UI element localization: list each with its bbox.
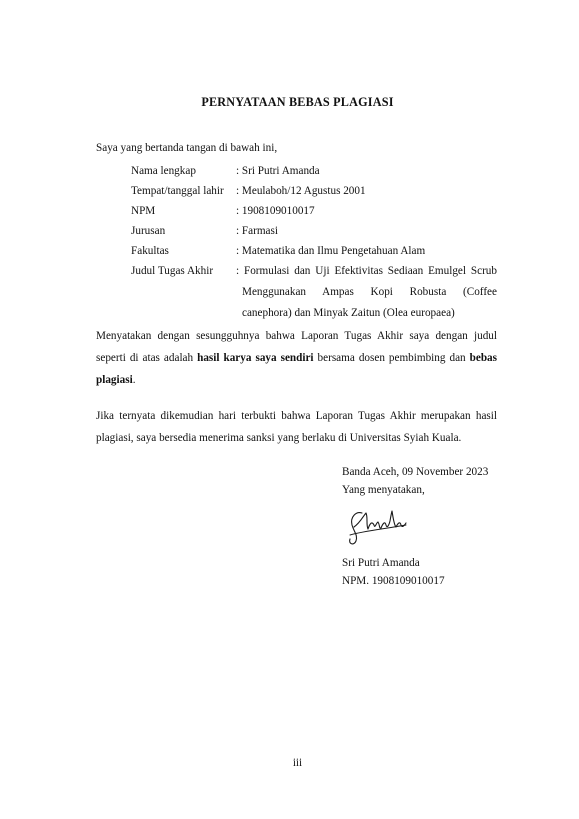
thesis-title-line: Menggunakan Ampas Kopi Robusta (Coffee [242, 286, 497, 298]
paragraph-line [96, 347, 497, 369]
field-label: Nama lengkap [131, 165, 196, 177]
field-row-name [131, 161, 497, 181]
bold-text: hasil karya saya sendiri [197, 352, 314, 364]
field-label: Fakultas [131, 245, 169, 257]
handwritten-signature [342, 501, 512, 551]
text-run: . [132, 374, 136, 386]
thesis-title-line: : Formulasi dan Uji Efektivitas Sediaan Emulgel Scrub [236, 265, 497, 277]
paragraph-line: Menyatakan dengan sesungguhnya bahwa Laporan Tugas Akhir saya dengan judul [96, 330, 497, 342]
thesis-title-value [236, 261, 497, 323]
thesis-title-line: canephora) dan Minyak Zaitun (Olea europaea) [242, 307, 455, 319]
place-date: Banda Aceh, 09 November 2023 [342, 466, 489, 478]
paragraph-line: Jika ternyata dikemudian hari terbukti bahwa Laporan Tugas Akhir merupakan hasil [96, 410, 497, 422]
page-number: iii [292, 757, 303, 769]
field-label: Jurusan [131, 225, 166, 237]
signature-block [342, 463, 512, 590]
paragraph-line [96, 369, 497, 391]
field-row-thesis-title [131, 261, 497, 323]
field-label: NPM [131, 205, 156, 217]
field-value: : Sri Putri Amanda [236, 165, 320, 177]
field-label: Tempat/tanggal lahir [131, 185, 224, 197]
field-value: : 1908109010017 [236, 205, 315, 217]
sanction-paragraph [96, 405, 497, 449]
field-row-department [131, 221, 497, 241]
field-value: : Meulaboh/12 Agustus 2001 [236, 185, 366, 197]
declaration-paragraph [96, 325, 497, 391]
field-label: Judul Tugas Akhir [131, 265, 214, 277]
field-row-faculty [131, 241, 497, 261]
bold-text: plagiasi [96, 374, 133, 386]
intro-text: Saya yang bertanda tangan di bawah ini, [96, 142, 278, 154]
field-row-birth [131, 181, 497, 201]
declarant-label: Yang menyatakan, [342, 484, 425, 496]
signer-npm: NPM. 1908109010017 [342, 575, 445, 587]
bold-text: bebas [469, 352, 497, 364]
text-run: bersama dosen pembimbing dan [313, 352, 470, 364]
identity-fields [131, 161, 497, 323]
page-title: PERNYATAAN BEBAS PLAGIASI [201, 95, 394, 109]
signature-icon [344, 501, 424, 551]
text-run: seperti di atas adalah [96, 352, 198, 364]
signer-name: Sri Putri Amanda [342, 557, 420, 569]
field-row-npm [131, 201, 497, 221]
field-value: : Farmasi [236, 225, 278, 237]
field-value: : Matematika dan Ilmu Pengetahuan Alam [236, 245, 426, 257]
paragraph-line: plagiasi, saya bersedia menerima sanksi yang berlaku di Universitas Syiah Kuala. [96, 432, 462, 444]
